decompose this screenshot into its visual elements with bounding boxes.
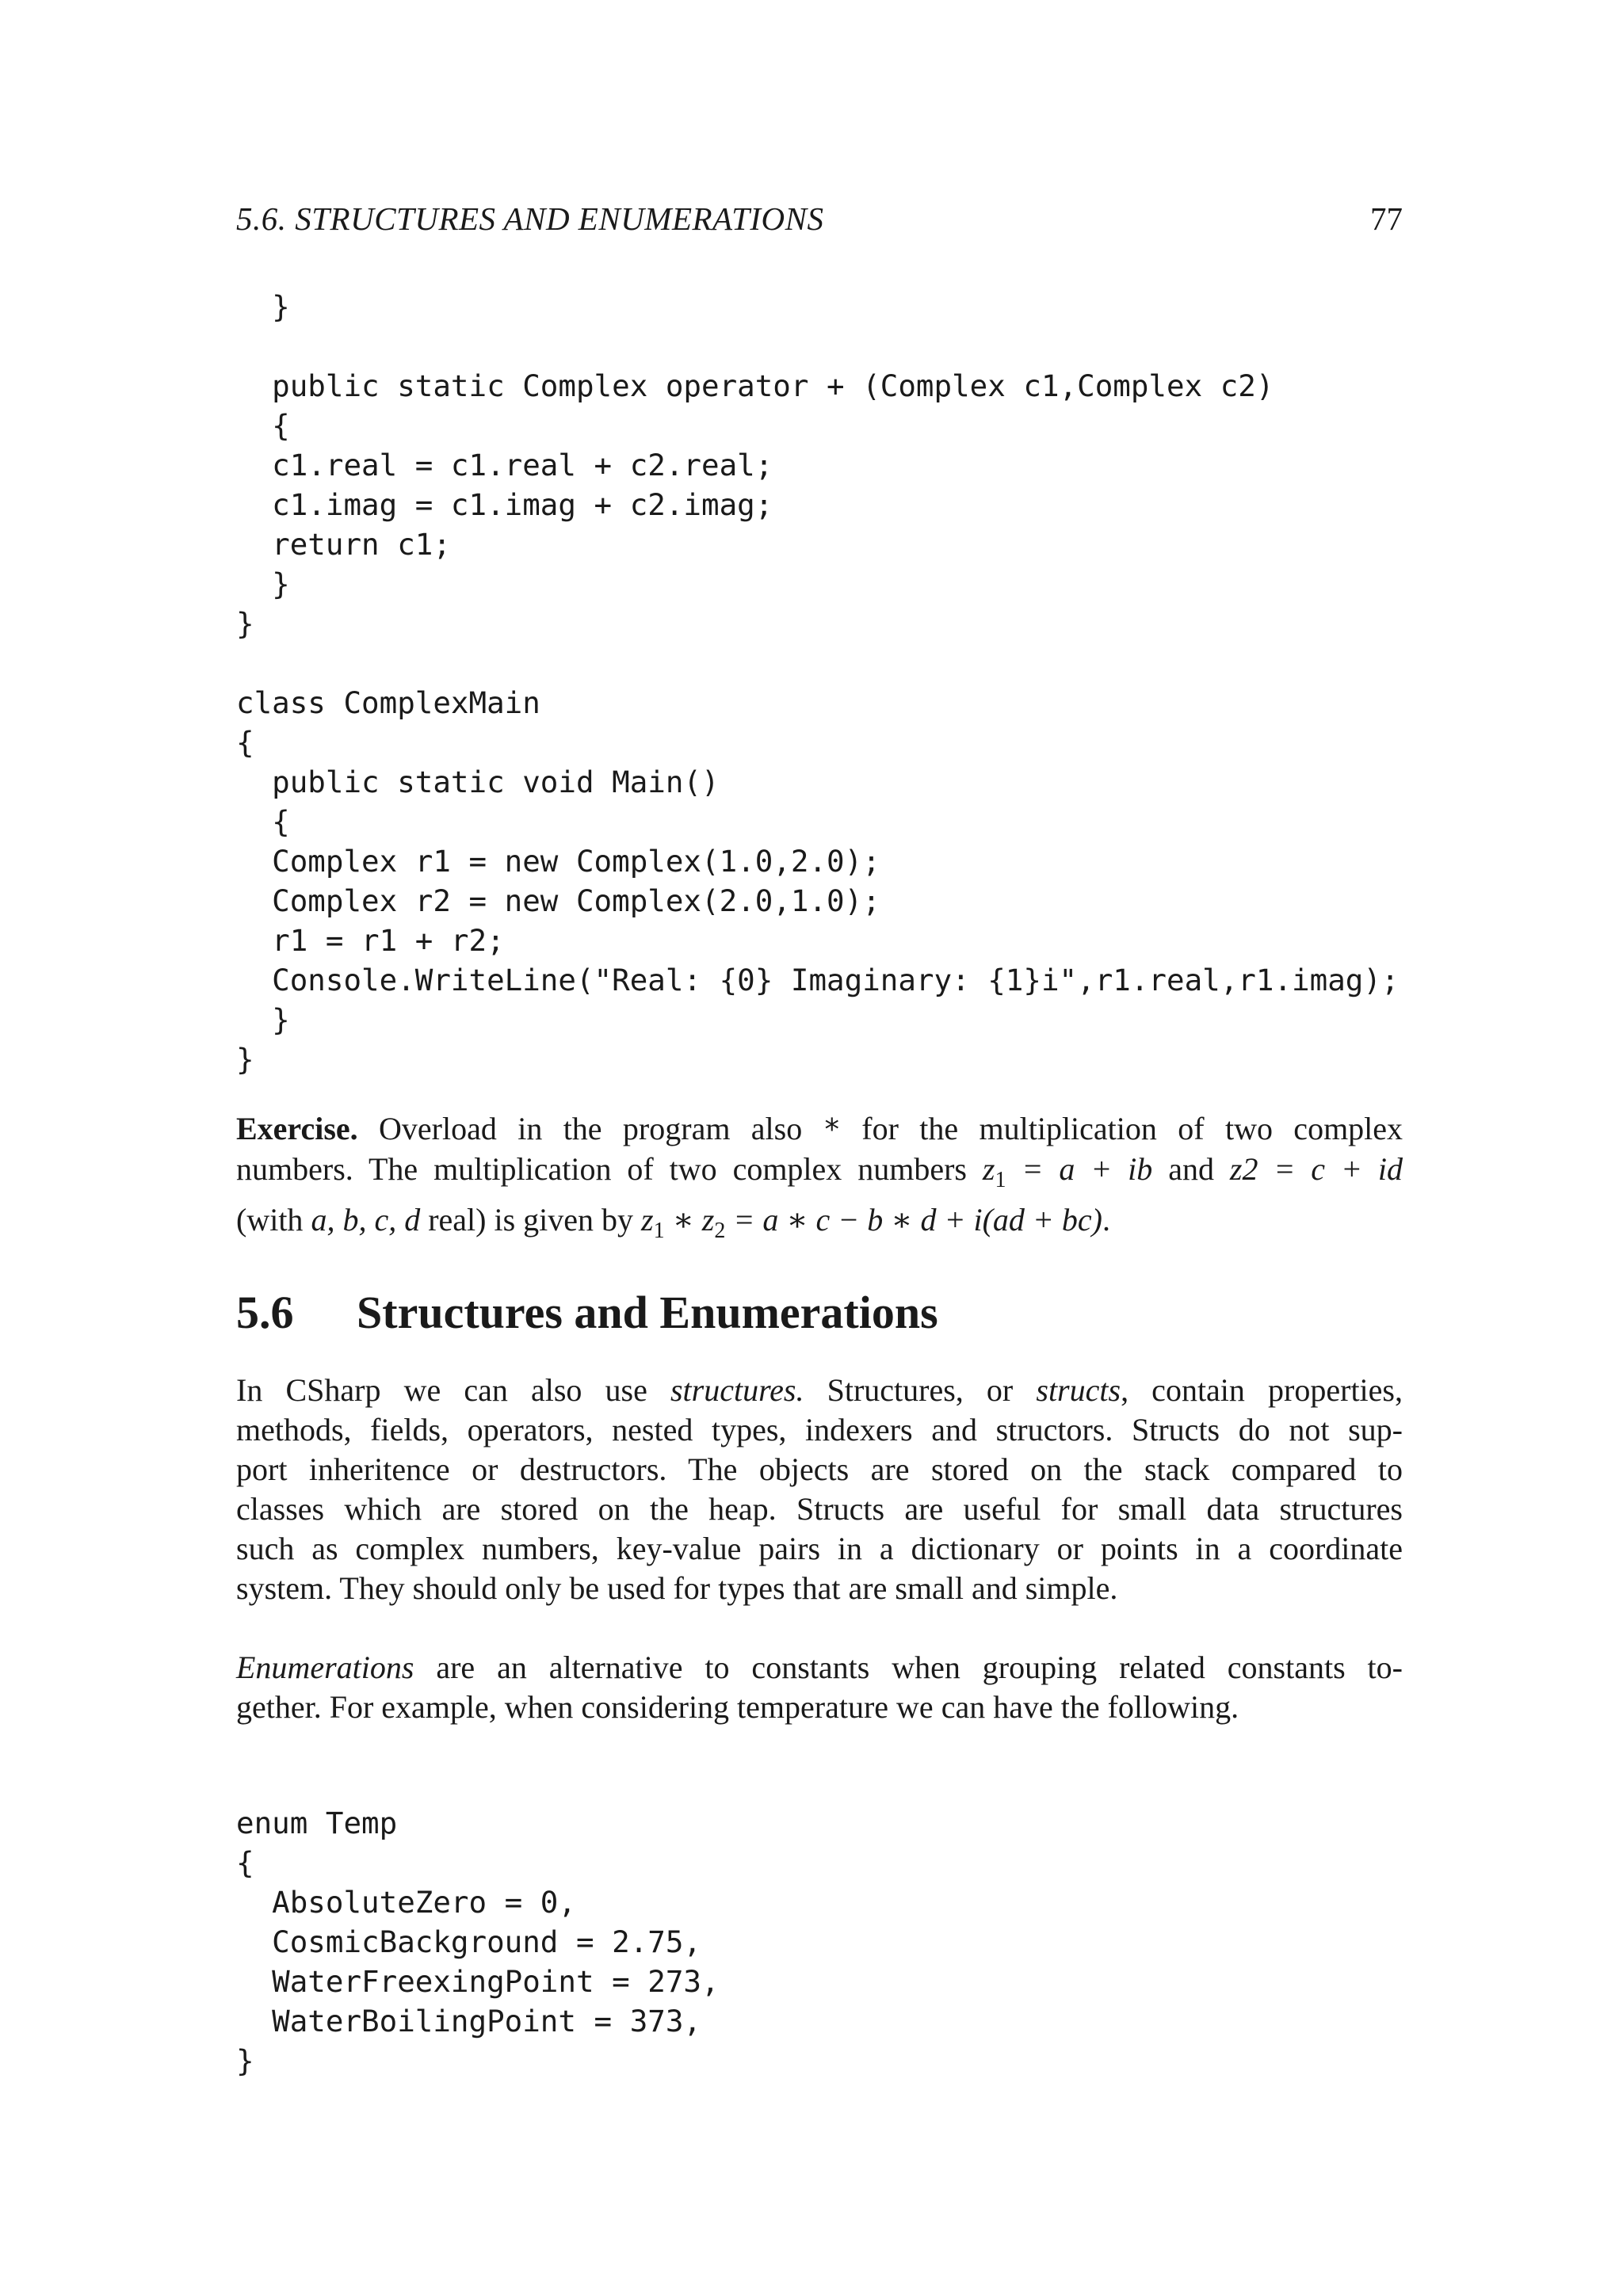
running-header xyxy=(236,200,1403,239)
code-line: } xyxy=(236,1002,290,1037)
code-line: c1.imag = c1.imag + c2.imag; xyxy=(236,487,773,522)
running-header-title: 5.6. STRUCTURES AND ENUMERATIONS xyxy=(236,200,824,237)
paragraph-line: port inheritence or destructors. The objects are stored on the stack compared to xyxy=(236,1451,1403,1487)
code-line: Console.WriteLine("Real: {0} Imaginary: {1}i",r1.real,r1.imag); xyxy=(236,963,1400,997)
code-line: public static Complex operator + (Complex c1,Complex c2) xyxy=(236,368,1274,403)
code-line: { xyxy=(236,804,290,839)
paragraph-line: classes which are stored on the heap. Structs are useful for small data structures xyxy=(236,1491,1403,1527)
code-line: AbsoluteZero = 0, xyxy=(236,1885,576,1920)
code-line: } xyxy=(236,2043,254,2078)
code-line: WaterFreexingPoint = 273, xyxy=(236,1964,720,1999)
paragraph-line: Enumerations are an alternative to constants when grouping related constants to- xyxy=(236,1650,1403,1685)
code-line: { xyxy=(236,725,254,760)
term-structs: structs xyxy=(1036,1372,1121,1408)
term-structures: structures. xyxy=(670,1372,804,1408)
page-number: 77 xyxy=(1370,200,1403,237)
code-line: } xyxy=(236,1042,254,1077)
code-line: r1 = r1 + r2; xyxy=(236,923,505,958)
paragraph-line: In CSharp we can also use structures. Structures, or structs, contain properties, xyxy=(236,1372,1403,1408)
code-line: public static void Main() xyxy=(236,765,720,799)
code-line: } xyxy=(236,566,290,601)
math-vars: a, b, c, d xyxy=(311,1202,421,1238)
section-title: Structures and Enumerations xyxy=(357,1287,938,1338)
code-line: return c1; xyxy=(236,527,451,562)
enumerations-paragraph xyxy=(236,1648,1403,1727)
exercise-text: real) is given by xyxy=(428,1202,634,1238)
code-line xyxy=(236,643,1400,683)
code-line: class ComplexMain xyxy=(236,685,540,720)
code-line: Complex r2 = new Complex(2.0,1.0); xyxy=(236,883,880,918)
code-line: CosmicBackground = 2.75, xyxy=(236,1924,701,1959)
exercise-text: (with xyxy=(236,1202,304,1238)
code-block-complex-operator xyxy=(236,287,1400,1079)
exercise-label: Exercise. xyxy=(236,1111,358,1146)
math-product: $z_1$ ∗ $z_2 = a$ ∗ c − b ∗ d + i(ad + bc) xyxy=(641,1202,1102,1243)
code-line: { xyxy=(236,408,290,443)
exercise-line-3: (with a, b, c, d real) is given by $z_1$ ∗ $z_2 = a$ ∗ c − b ∗ d + i(ad + bc). xyxy=(236,1202,1110,1243)
code-line: Complex r1 = new Complex(1.0,2.0); xyxy=(236,844,880,879)
code-line: { xyxy=(236,1845,254,1880)
math-z1: $z_1 = a$ + ib xyxy=(982,1151,1153,1192)
math-z2: z2 = c + id xyxy=(1229,1151,1403,1187)
exercise-text: for the multiplication of two complex xyxy=(861,1111,1403,1146)
structures-paragraph xyxy=(236,1371,1403,1608)
code-line xyxy=(236,326,1400,366)
exercise-text: Overload in the program also xyxy=(379,1111,803,1146)
section-heading xyxy=(236,1286,938,1339)
code-line: WaterBoilingPoint = 373, xyxy=(236,2004,701,2039)
code-block-enum-temp xyxy=(236,1803,720,2081)
code-line: } xyxy=(236,289,290,324)
paragraph-line: methods, fields, operators, nested types, indexers and structors. Structs do not sup- xyxy=(236,1412,1403,1447)
paragraph-line: system. They should only be used for types that are small and simple. xyxy=(236,1570,1118,1606)
exercise-text: numbers. The multiplication of two complex numbers xyxy=(236,1151,967,1187)
code-line: c1.real = c1.real + c2.real; xyxy=(236,448,773,482)
code-line: enum Temp xyxy=(236,1806,398,1840)
multiply-operator: * xyxy=(823,1112,841,1146)
exercise-line-1 xyxy=(236,1109,1403,1150)
term-enumerations: Enumerations xyxy=(236,1650,414,1685)
code-line: } xyxy=(236,606,254,641)
section-number: 5.6 xyxy=(236,1287,294,1338)
paragraph-line: gether. For example, when considering temperature we can have the following. xyxy=(236,1689,1239,1725)
exercise-paragraph xyxy=(236,1109,1403,1251)
paragraph-line: such as complex numbers, key-value pairs in a dictionary or points in a coordinate xyxy=(236,1531,1403,1566)
exercise-line-2 xyxy=(236,1150,1403,1200)
exercise-text: and xyxy=(1168,1151,1214,1187)
